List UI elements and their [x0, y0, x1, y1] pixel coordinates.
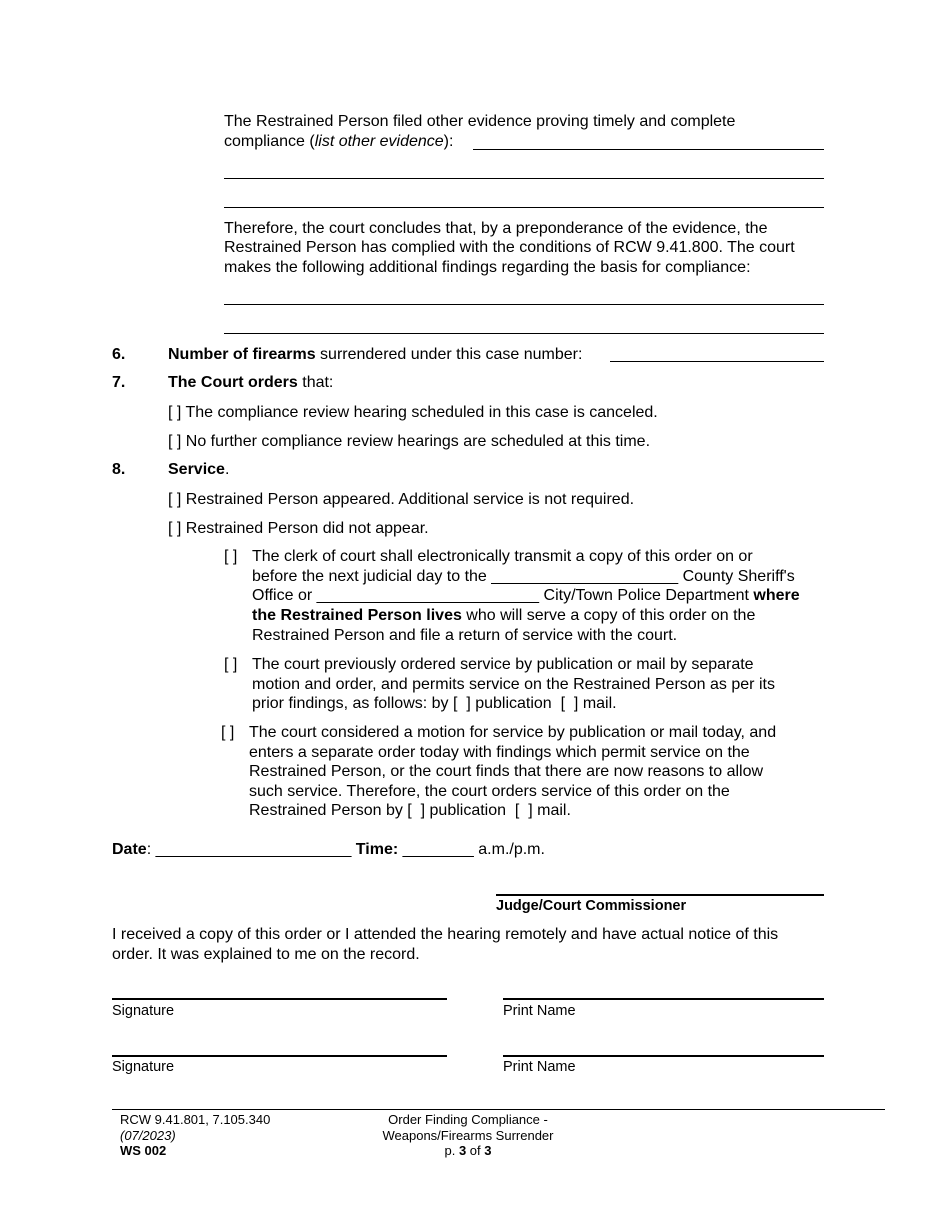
- clerk-transmit-line-3: Office or _________________________ City/Town Police Department where: [252, 587, 800, 604]
- motion-service-line-3: Restrained Person, or the court finds that there are now reasons to allow: [249, 763, 764, 780]
- findings-blank-1[interactable]: [224, 304, 824, 305]
- footer-page-number: p. 3 of 3: [444, 1143, 492, 1158]
- print-name-label-1: Print Name: [503, 1003, 576, 1019]
- evidence-line-2: compliance (list other evidence):: [224, 133, 454, 150]
- print-name-label-2: Print Name: [503, 1059, 576, 1075]
- signature-line-2[interactable]: [112, 1055, 447, 1057]
- signature-label-1: Signature: [112, 1003, 175, 1019]
- checkbox-hearing-canceled[interactable]: [ ] The compliance review hearing scheduled in this case is canceled.: [168, 404, 658, 421]
- previous-service-line-3: prior findings, as follows: by [ ] publication [ ] mail.: [252, 695, 617, 712]
- motion-service-line-1: The court considered a motion for service by publication or mail today, and: [249, 724, 777, 741]
- clerk-transmit-line-1: The clerk of court shall electronically transmit a copy of this order on or: [252, 548, 753, 565]
- section-7-number: 7.: [112, 374, 126, 391]
- footer-title-2: Weapons/Firearms Surrender: [382, 1128, 554, 1143]
- checkbox-motion-service-today[interactable]: [ ]: [221, 724, 235, 741]
- conclusion-line-1: Therefore, the court concludes that, by a preponderance of the evidence, the: [224, 220, 768, 237]
- clerk-transmit-line-5: Restrained Person and file a return of service with the court.: [252, 627, 678, 644]
- motion-service-line-2: enters a separate order today with findings which permit service on the: [249, 744, 750, 761]
- signature-label-2: Signature: [112, 1059, 175, 1075]
- footer-rule: [112, 1109, 885, 1110]
- evidence-blank-1[interactable]: [473, 149, 824, 150]
- footer-rcw: RCW 9.41.801, 7.105.340: [120, 1112, 271, 1127]
- conclusion-line-2: Restrained Person has complied with the conditions of RCW 9.41.800. The court: [224, 239, 795, 256]
- signature-line-1[interactable]: [112, 998, 447, 1000]
- motion-service-line-5: Restrained Person by [ ] publication [ ] mail.: [249, 802, 571, 819]
- section-7-heading: The Court orders that:: [168, 374, 334, 391]
- print-name-line-2[interactable]: [503, 1055, 824, 1057]
- evidence-blank-3[interactable]: [224, 207, 824, 208]
- conclusion-line-3: makes the following additional findings regarding the basis for compliance:: [224, 259, 751, 276]
- judge-signature-line[interactable]: [496, 894, 824, 896]
- section-8-heading: Service.: [168, 461, 230, 478]
- checkbox-clerk-transmit[interactable]: [ ]: [224, 548, 238, 565]
- footer-date: (07/2023): [120, 1128, 176, 1143]
- evidence-blank-2[interactable]: [224, 178, 824, 179]
- section-8-number: 8.: [112, 461, 126, 478]
- section-6-text: Number of firearms surrendered under this case number:: [168, 346, 583, 363]
- footer-title-1: Order Finding Compliance -: [388, 1112, 548, 1127]
- evidence-line-1: The Restrained Person filed other evidence proving timely and complete: [224, 113, 736, 130]
- judge-label: Judge/Court Commissioner: [496, 898, 687, 914]
- checkbox-previous-service-order[interactable]: [ ]: [224, 656, 238, 673]
- date-time-line[interactable]: Date: ______________________ Time: ________ a.m./p.m.: [112, 841, 545, 858]
- firearms-count-field[interactable]: [610, 361, 824, 362]
- previous-service-line-2: motion and order, and permits service on the Restrained Person as per its: [252, 676, 775, 693]
- checkbox-no-further-hearings[interactable]: [ ] No further compliance review hearings are scheduled at this time.: [168, 433, 651, 450]
- section-6-number: 6.: [112, 346, 126, 363]
- receipt-line-2: order. It was explained to me on the record.: [112, 946, 420, 963]
- footer-form-number: WS 002: [120, 1143, 167, 1158]
- previous-service-line-1: The court previously ordered service by publication or mail by separate: [252, 656, 754, 673]
- checkbox-person-appeared[interactable]: [ ] Restrained Person appeared. Additional service is not required.: [168, 491, 635, 508]
- checkbox-person-did-not-appear[interactable]: [ ] Restrained Person did not appear.: [168, 520, 429, 537]
- motion-service-line-4: such service. Therefore, the court orders service of this order on the: [249, 783, 730, 800]
- print-name-line-1[interactable]: [503, 998, 824, 1000]
- clerk-transmit-line-2: before the next judicial day to the _____________________ County Sheriff's: [252, 568, 795, 585]
- receipt-line-1: I received a copy of this order or I attended the hearing remotely and have actual notice of this: [112, 926, 779, 943]
- findings-blank-2[interactable]: [224, 333, 824, 334]
- clerk-transmit-line-4: the Restrained Person lives who will serve a copy of this order on the: [252, 607, 756, 624]
